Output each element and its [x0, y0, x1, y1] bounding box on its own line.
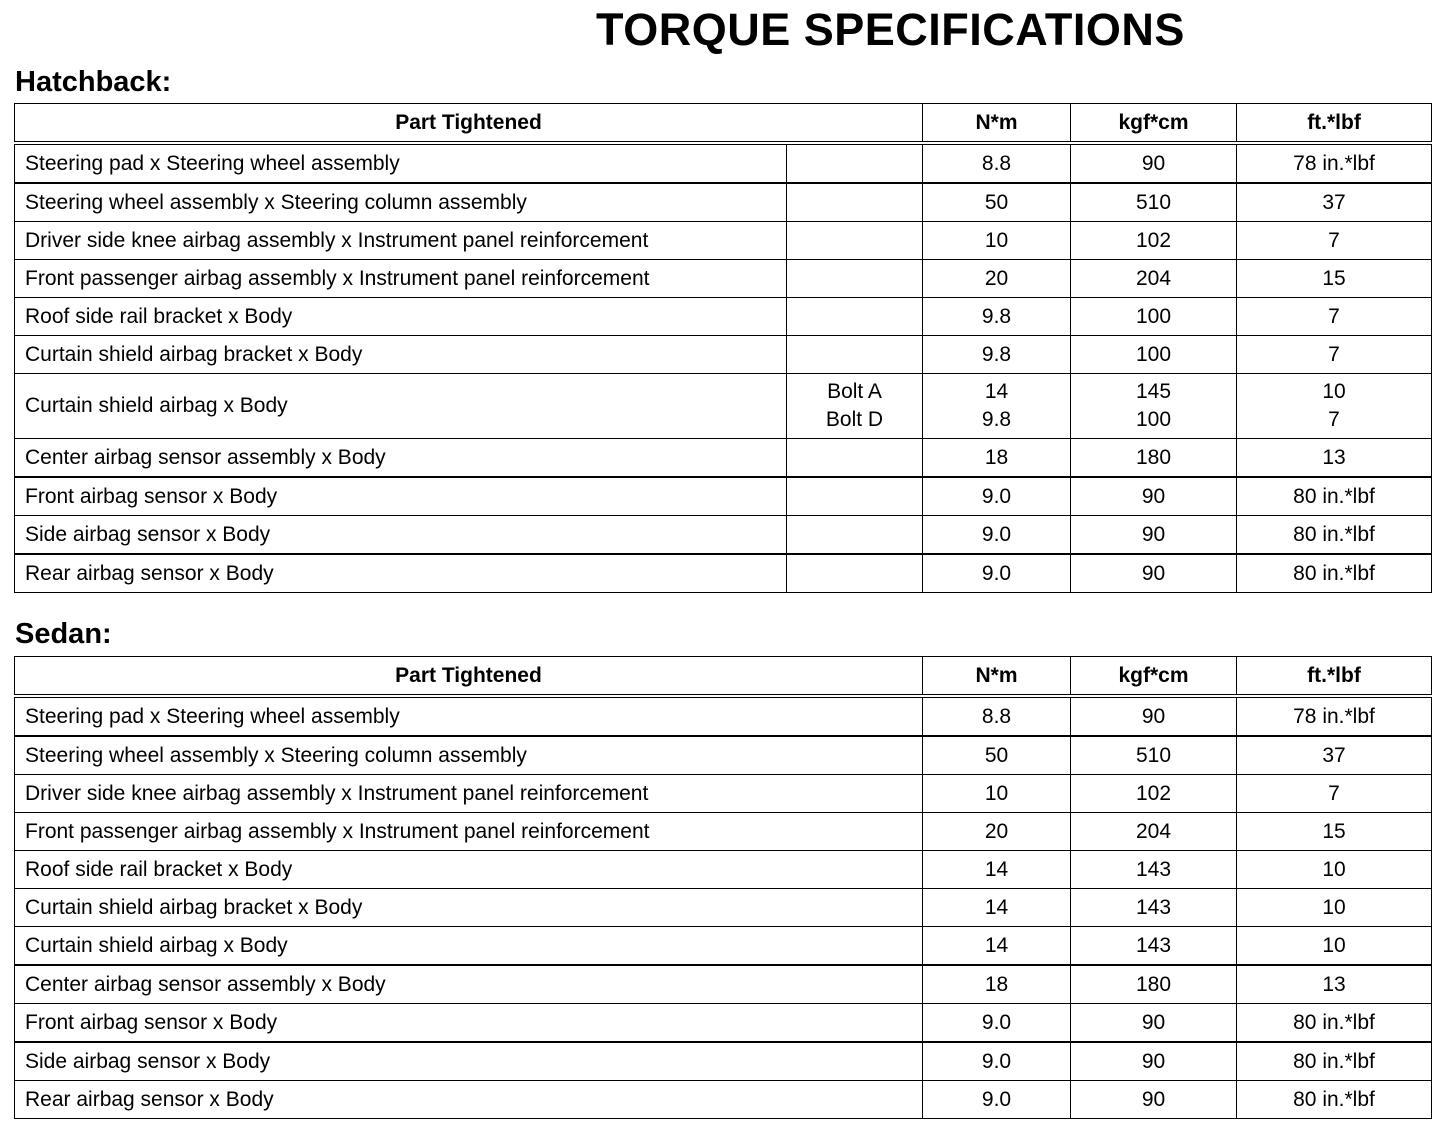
table-row [15, 336, 1432, 374]
column-header-kgf: kgf*cm [1071, 657, 1237, 697]
table-row [15, 222, 1432, 260]
table-row [15, 927, 1432, 966]
part-cell: Steering pad x Steering wheel assembly [15, 696, 923, 736]
part-cell: Driver side knee airbag assembly x Instrument panel reinforcement [15, 222, 787, 260]
nm-cell: 9.8 [923, 336, 1071, 374]
nm-cell: 9.0 [923, 1004, 1071, 1043]
note-cell [787, 516, 923, 555]
nm-cell: 18 [923, 965, 1071, 1004]
kgf-cell: 510 [1071, 736, 1237, 775]
part-cell: Driver side knee airbag assembly x Instrument panel reinforcement [15, 775, 923, 813]
ftlbf-cell: 10 [1237, 927, 1432, 966]
sedan-torque-table [14, 656, 1432, 1119]
table-row [15, 516, 1432, 555]
table-row [15, 696, 1432, 736]
nm-cell: 14 [923, 927, 1071, 966]
kgf-cell: 143 [1071, 851, 1237, 889]
part-cell: Rear airbag sensor x Body [15, 1081, 923, 1119]
bolt-d-nm: 9.8 [981, 408, 1012, 431]
part-cell: Front airbag sensor x Body [15, 1004, 923, 1043]
part-cell: Steering pad x Steering wheel assembly [15, 143, 787, 183]
table-row [15, 477, 1432, 516]
kgf-cell: 90 [1071, 516, 1237, 555]
note-cell [787, 143, 923, 183]
column-header-ftlbf: ft.*lbf [1237, 104, 1432, 144]
column-header-nm: N*m [923, 104, 1071, 144]
kgf-cell: 90 [1071, 696, 1237, 736]
ftlbf-cell: 37 [1237, 183, 1432, 222]
ftlbf-cell: 15 [1237, 260, 1432, 298]
ftlbf-cell: 13 [1237, 439, 1432, 478]
table-row [15, 183, 1432, 222]
bolt-note-cell [787, 374, 923, 439]
nm-cell: 8.8 [923, 143, 1071, 183]
sedan-heading: Sedan: [15, 618, 112, 650]
note-cell [787, 477, 923, 516]
nm-cell: 9.0 [923, 1081, 1071, 1119]
kgf-cell: 90 [1071, 1081, 1237, 1119]
kgf-cell: 100 [1071, 298, 1237, 336]
ftlbf-cell: 7 [1237, 775, 1432, 813]
ftlbf-cell: 7 [1237, 336, 1432, 374]
ftlbf-cell: 80 in.*lbf [1237, 516, 1432, 555]
bolt-d-label: Bolt D [825, 408, 884, 431]
ftlbf-cell: 78 in.*lbf [1237, 696, 1432, 736]
bolt-a-kgf: 145 [1135, 380, 1172, 403]
kgf-cell: 143 [1071, 889, 1237, 927]
table-row [15, 260, 1432, 298]
part-cell: Center airbag sensor assembly x Body [15, 965, 923, 1004]
note-cell [787, 222, 923, 260]
column-header-kgf: kgf*cm [1071, 104, 1237, 144]
nm-cell: 9.0 [923, 1042, 1071, 1081]
kgf-cell: 180 [1071, 439, 1237, 478]
nm-cell: 10 [923, 222, 1071, 260]
part-cell: Rear airbag sensor x Body [15, 554, 787, 593]
part-cell: Curtain shield airbag x Body [15, 927, 923, 966]
part-cell: Front passenger airbag assembly x Instrument panel reinforcement [15, 260, 787, 298]
ftlbf-cell: 80 in.*lbf [1237, 554, 1432, 593]
nm-cell: 50 [923, 183, 1071, 222]
kgf-cell: 90 [1071, 554, 1237, 593]
ftlbf-cell: 10 [1237, 889, 1432, 927]
table-row [15, 554, 1432, 593]
nm-cell: 9.8 [923, 298, 1071, 336]
ftlbf-cell [1237, 374, 1432, 439]
column-header-part: Part Tightened [15, 104, 923, 144]
kgf-cell: 204 [1071, 260, 1237, 298]
ftlbf-cell: 37 [1237, 736, 1432, 775]
table-header-row [15, 657, 1432, 697]
nm-cell: 9.0 [923, 516, 1071, 555]
ftlbf-cell: 7 [1237, 298, 1432, 336]
kgf-cell: 100 [1071, 336, 1237, 374]
bolt-a-ftlbf: 10 [1322, 380, 1346, 403]
column-header-nm: N*m [923, 657, 1071, 697]
table-row [15, 775, 1432, 813]
bolt-d-ftlbf: 7 [1328, 408, 1340, 431]
nm-cell: 10 [923, 775, 1071, 813]
part-cell: Front airbag sensor x Body [15, 477, 787, 516]
table-row [15, 889, 1432, 927]
nm-cell: 20 [923, 813, 1071, 851]
table-row [15, 965, 1432, 1004]
table-row [15, 1042, 1432, 1081]
part-cell: Steering wheel assembly x Steering column assembly [15, 183, 787, 222]
kgf-cell: 204 [1071, 813, 1237, 851]
part-cell: Curtain shield airbag x Body [15, 374, 787, 439]
table-row [15, 813, 1432, 851]
bolt-d-kgf: 100 [1135, 408, 1172, 431]
nm-cell: 9.0 [923, 554, 1071, 593]
nm-cell: 18 [923, 439, 1071, 478]
ftlbf-cell: 80 in.*lbf [1237, 1042, 1432, 1081]
column-header-part: Part Tightened [15, 657, 923, 697]
nm-cell: 8.8 [923, 696, 1071, 736]
bolt-a-label: Bolt A [827, 380, 882, 403]
nm-cell: 14 [923, 889, 1071, 927]
ftlbf-cell: 80 in.*lbf [1237, 1004, 1432, 1043]
note-cell [787, 260, 923, 298]
ftlbf-cell: 15 [1237, 813, 1432, 851]
note-cell [787, 298, 923, 336]
ftlbf-cell: 80 in.*lbf [1237, 1081, 1432, 1119]
kgf-cell [1071, 374, 1237, 439]
table-row [15, 143, 1432, 183]
table-header-row [15, 104, 1432, 144]
table-row [15, 298, 1432, 336]
part-cell: Side airbag sensor x Body [15, 516, 787, 555]
hatchback-torque-table [14, 103, 1432, 593]
part-cell: Side airbag sensor x Body [15, 1042, 923, 1081]
table-row [15, 374, 1432, 439]
part-cell: Curtain shield airbag bracket x Body [15, 336, 787, 374]
kgf-cell: 90 [1071, 477, 1237, 516]
table-row [15, 736, 1432, 775]
ftlbf-cell: 10 [1237, 851, 1432, 889]
kgf-cell: 143 [1071, 927, 1237, 966]
kgf-cell: 102 [1071, 222, 1237, 260]
note-cell [787, 183, 923, 222]
ftlbf-cell: 13 [1237, 965, 1432, 1004]
kgf-cell: 102 [1071, 775, 1237, 813]
table-row [15, 439, 1432, 478]
ftlbf-cell: 7 [1237, 222, 1432, 260]
ftlbf-cell: 78 in.*lbf [1237, 143, 1432, 183]
note-cell [787, 336, 923, 374]
table-row [15, 1004, 1432, 1043]
part-cell: Curtain shield airbag bracket x Body [15, 889, 923, 927]
note-cell [787, 439, 923, 478]
kgf-cell: 510 [1071, 183, 1237, 222]
part-cell: Center airbag sensor assembly x Body [15, 439, 787, 478]
table-row [15, 851, 1432, 889]
part-cell: Roof side rail bracket x Body [15, 851, 923, 889]
kgf-cell: 90 [1071, 1042, 1237, 1081]
kgf-cell: 90 [1071, 1004, 1237, 1043]
kgf-cell: 180 [1071, 965, 1237, 1004]
nm-cell: 50 [923, 736, 1071, 775]
nm-cell: 20 [923, 260, 1071, 298]
nm-cell: 14 [923, 851, 1071, 889]
column-header-ftlbf: ft.*lbf [1237, 657, 1432, 697]
page-title: TORQUE SPECIFICATIONS [596, 4, 1185, 55]
part-cell: Front passenger airbag assembly x Instrument panel reinforcement [15, 813, 923, 851]
note-cell [787, 554, 923, 593]
table-row [15, 1081, 1432, 1119]
nm-cell [923, 374, 1071, 439]
bolt-a-nm: 14 [984, 380, 1009, 403]
ftlbf-cell: 80 in.*lbf [1237, 477, 1432, 516]
part-cell: Steering wheel assembly x Steering column assembly [15, 736, 923, 775]
kgf-cell: 90 [1071, 143, 1237, 183]
part-cell: Roof side rail bracket x Body [15, 298, 787, 336]
hatchback-heading: Hatchback: [15, 66, 172, 98]
nm-cell: 9.0 [923, 477, 1071, 516]
